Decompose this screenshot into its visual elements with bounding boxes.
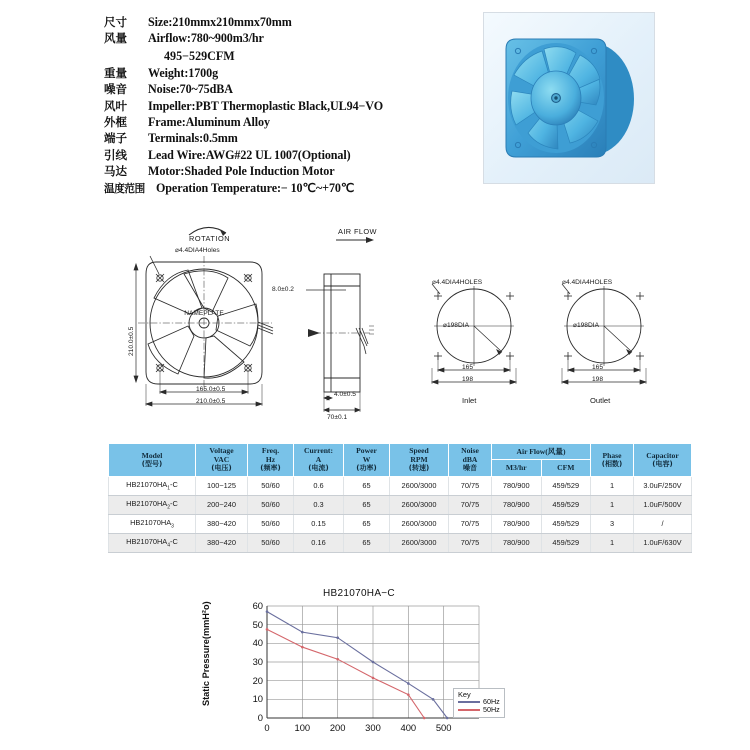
cell-power: 65 <box>344 476 390 495</box>
table-header-row <box>109 444 692 460</box>
model-subscript: 2 <box>167 504 171 511</box>
cell-freq: 50/60 <box>248 476 294 495</box>
chart-y-tick: 40 <box>252 637 263 649</box>
cell-model <box>109 514 196 533</box>
legend-item <box>458 706 500 714</box>
th-voltage-en2: VAC <box>213 455 230 465</box>
chart-y-tick: 30 <box>252 656 263 667</box>
cell-capacitor: 3.0uF/250V <box>634 476 692 495</box>
th-capacitor <box>634 444 692 477</box>
inlet-diameter-dimension: ⌀198DIA <box>443 322 469 329</box>
front-outer-width-dimension: 210.0±0.5 <box>196 398 226 405</box>
cell-cfm: 459/529 <box>541 533 591 552</box>
inlet-198-dimension: 198 <box>462 376 474 383</box>
cell-freq: 50/60 <box>248 533 294 552</box>
spec-label-cn: 风叶 <box>104 98 127 113</box>
spec-label-cn: 风量 <box>104 31 127 46</box>
table-row <box>109 533 692 552</box>
cell-m3hr: 780/900 <box>492 476 542 495</box>
cell-phase: 1 <box>591 476 634 495</box>
side-bottom-dimension: 4.0±0.5 <box>334 391 356 398</box>
outlet-holes-dimension: ⌀4.4DIA4HOLES <box>562 279 613 286</box>
spec-label-cn: 重量 <box>104 65 127 80</box>
th-noise-en: Noise <box>461 446 479 455</box>
th-freq-en2: Hz <box>265 455 276 465</box>
spec-item <box>104 14 464 30</box>
cell-m3hr: 780/900 <box>492 495 542 514</box>
th-airflow <box>492 444 591 460</box>
chart-plot-area <box>245 600 485 740</box>
th-current-en: Current: <box>304 446 333 455</box>
outlet-caption: Outlet <box>590 396 611 405</box>
th-current-en2: A <box>315 455 322 465</box>
th-voltage <box>196 444 248 477</box>
airflow-arrow-icon <box>336 237 376 244</box>
rotation-label: ROTATION <box>189 234 231 243</box>
front-inner-width-dimension: 165.0±0.5 <box>196 386 226 393</box>
spec-value-en: Terminals:0.5mm <box>148 131 238 146</box>
cell-capacitor: 1.0uF/630V <box>634 533 692 552</box>
th-noise-cn: 噪音 <box>463 464 477 473</box>
legend-title: Key <box>458 690 471 699</box>
spec-item <box>104 114 464 130</box>
cell-current: 0.3 <box>294 495 344 514</box>
cell-speed: 2600/3000 <box>390 476 449 495</box>
cell-speed: 2600/3000 <box>390 495 449 514</box>
cell-capacitor: / <box>634 514 692 533</box>
performance-chart <box>201 588 565 748</box>
chart-x-tick: 200 <box>329 722 346 733</box>
spec-label-cn: 马达 <box>104 164 127 179</box>
specification-table-wrapper <box>108 443 682 553</box>
spec-label-cn: 温度范围 <box>104 182 145 195</box>
inlet-holes-dimension: ⌀4.4DIA4HOLES <box>432 279 483 286</box>
cell-phase: 3 <box>591 514 634 533</box>
th-power-en: Power <box>356 446 377 455</box>
chart-y-axis-label: Static Pressure(mmH²o) <box>201 601 211 706</box>
spec-item <box>104 147 464 163</box>
th-phase <box>591 444 634 477</box>
spec-item <box>104 98 464 114</box>
spec-item <box>104 180 464 197</box>
airflow-label: AIR FLOW <box>338 227 377 236</box>
th-current-cn: (电流) <box>308 464 329 473</box>
cell-power: 65 <box>344 533 390 552</box>
inlet-165-dimension: 165 <box>462 364 474 371</box>
table-row <box>109 514 692 533</box>
spec-value-en: Size:210mmx210mmx70mm <box>148 15 292 29</box>
cell-freq: 50/60 <box>248 495 294 514</box>
chart-y-tick: 60 <box>252 600 263 611</box>
spec-item <box>104 65 464 81</box>
cell-speed: 2600/3000 <box>390 514 449 533</box>
spec-value-continuation-wrap <box>104 47 464 65</box>
svg-text:NAMEPLATE: NAMEPLATE <box>184 310 224 317</box>
side-top-dimension: 8.0±0.2 <box>272 286 294 293</box>
th-speed-en2: RPM <box>410 455 428 465</box>
spec-value-en: Motor:Shaded Pole Induction Motor <box>148 164 335 179</box>
inlet-caption: Inlet <box>462 396 477 405</box>
chart-y-tick: 10 <box>252 693 263 705</box>
specification-list <box>104 14 464 197</box>
spec-value-en: Lead Wire:AWG#22 UL 1007(Optional) <box>148 147 351 162</box>
spec-label-cn: 尺寸 <box>104 15 127 29</box>
cell-voltage: 200~240 <box>196 495 248 514</box>
cell-cfm: 459/529 <box>541 514 591 533</box>
model-base: HB21070HA <box>126 536 168 546</box>
spec-label-cn: 端子 <box>104 131 127 146</box>
cell-cfm: 459/529 <box>541 495 591 514</box>
spec-value-en: Operation Temperature:− 10℃~+70℃ <box>156 180 355 195</box>
spec-label-cn: 外框 <box>104 115 127 130</box>
legend-swatch-60hz <box>458 701 480 703</box>
cell-cfm: 459/529 <box>541 476 591 495</box>
inlet-view-drawing <box>418 282 536 392</box>
fan-photo-illustration <box>484 13 654 183</box>
chart-x-tick: 100 <box>294 722 311 733</box>
spec-item <box>104 30 464 46</box>
outlet-198-dimension: 198 <box>592 376 604 383</box>
th-phase-cn: (相数) <box>601 459 623 468</box>
cell-m3hr: 780/900 <box>492 514 542 533</box>
th-freq <box>248 444 294 477</box>
cell-model <box>109 495 196 514</box>
spec-value-en: Frame:Aluminum Alloy <box>148 115 270 130</box>
cell-voltage: 380~420 <box>196 514 248 533</box>
th-speed <box>390 444 449 477</box>
chart-title: HB21070HA−C <box>323 588 395 599</box>
outlet-view-drawing <box>548 282 666 392</box>
cell-power: 65 <box>344 514 390 533</box>
model-suffix: -C <box>170 536 178 546</box>
cell-capacitor: 1.0uF/500V <box>634 495 692 514</box>
cell-noise: 70/75 <box>449 476 492 495</box>
model-base: HB21070HA <box>126 479 168 489</box>
product-photo <box>483 12 655 184</box>
outlet-165-dimension: 165 <box>592 364 604 371</box>
spec-label-cn: 引线 <box>104 147 127 162</box>
cell-model <box>109 533 196 552</box>
front-height-dimension: 210.0±0.5 <box>128 326 135 356</box>
th-power-en2: W <box>362 455 371 465</box>
th-freq-cn: (频率) <box>260 464 281 473</box>
table-body <box>109 476 692 552</box>
spec-item <box>104 81 464 97</box>
chart-y-tick: 20 <box>252 674 263 686</box>
legend-label-60hz: 60Hz <box>483 697 500 706</box>
cell-noise: 70/75 <box>449 533 492 552</box>
cell-m3hr: 780/900 <box>492 533 542 552</box>
th-capacitor-cn: (电容) <box>652 459 673 468</box>
side-depth-dimension: 70±0.1 <box>327 414 348 421</box>
spec-value-en: Impeller:PBT Thermoplastic Black,UL94−VO <box>148 98 384 113</box>
th-power <box>344 444 390 477</box>
spec-value-en: Airflow:780~900m3/hr <box>148 31 264 46</box>
model-subscript: 1 <box>167 485 171 492</box>
model-suffix: -C <box>170 498 178 508</box>
cell-phase: 1 <box>591 495 634 514</box>
cell-freq: 50/60 <box>248 514 294 533</box>
th-current <box>294 444 344 477</box>
model-base: HB21070HA <box>126 498 168 508</box>
spec-value-en: Weight:1700g <box>148 65 219 80</box>
chart-x-tick: 500 <box>435 722 452 733</box>
outlet-diameter-dimension: ⌀198DIA <box>573 322 599 329</box>
cell-power: 65 <box>344 495 390 514</box>
cell-phase: 1 <box>591 533 634 552</box>
chart-x-tick: 400 <box>400 722 417 733</box>
th-power-cn: (功率) <box>356 464 377 473</box>
spec-item <box>104 163 464 179</box>
th-phase-en: Phase <box>602 450 622 460</box>
cell-voltage: 380~420 <box>196 533 248 552</box>
cell-model <box>109 476 196 495</box>
th-capacitor-en: Capacitor <box>646 450 679 460</box>
spec-item <box>104 130 464 146</box>
cell-current: 0.16 <box>294 533 344 552</box>
chart-legend <box>453 688 505 718</box>
specification-table <box>108 443 692 553</box>
spec-value-continuation: 495−529CFM <box>164 48 235 63</box>
table-row <box>109 476 692 495</box>
th-freq-en: Freq. <box>261 446 280 455</box>
chart-x-tick: 0 <box>264 722 270 733</box>
spec-label-cn: 噪音 <box>104 82 127 97</box>
th-noise <box>449 444 492 477</box>
legend-swatch-50hz <box>458 709 480 711</box>
th-speed-cn: (转速) <box>408 464 430 473</box>
cell-current: 0.15 <box>294 514 344 533</box>
th-airflow-cfm: CFM <box>541 460 591 476</box>
model-suffix: -C <box>170 479 178 489</box>
th-airflow-m3hr: M3/hr <box>492 460 542 476</box>
legend-label-50hz: 50Hz <box>483 705 500 714</box>
cell-voltage: 100~125 <box>196 476 248 495</box>
model-subscript: 3 <box>171 523 174 530</box>
spec-value-en: Noise:70~75dBA <box>148 82 233 97</box>
th-model <box>109 444 196 477</box>
th-model-en: Model <box>141 450 163 460</box>
th-speed-en: Speed <box>409 446 429 455</box>
table-head <box>109 444 692 477</box>
cell-current: 0.6 <box>294 476 344 495</box>
th-airflow-label: Air Flow(风量) <box>516 447 566 457</box>
chart-x-tick: 300 <box>365 722 381 733</box>
technical-drawings <box>0 196 750 426</box>
cell-noise: 70/75 <box>449 495 492 514</box>
front-holes-dimension: ⌀4.4DIA4Holes <box>175 247 220 254</box>
chart-y-tick: 50 <box>252 618 263 630</box>
th-model-cn: (型号) <box>141 459 163 468</box>
cell-noise: 70/75 <box>449 514 492 533</box>
cell-speed: 2600/3000 <box>390 533 449 552</box>
model-subscript: 4 <box>167 542 171 549</box>
table-row <box>109 495 692 514</box>
th-noise-en2: dBA <box>462 455 478 465</box>
th-voltage-en: Voltage <box>209 446 234 455</box>
th-voltage-cn: (电压) <box>211 464 232 473</box>
chart-y-tick: 0 <box>257 712 263 723</box>
model-base: HB21070HA <box>130 517 172 527</box>
